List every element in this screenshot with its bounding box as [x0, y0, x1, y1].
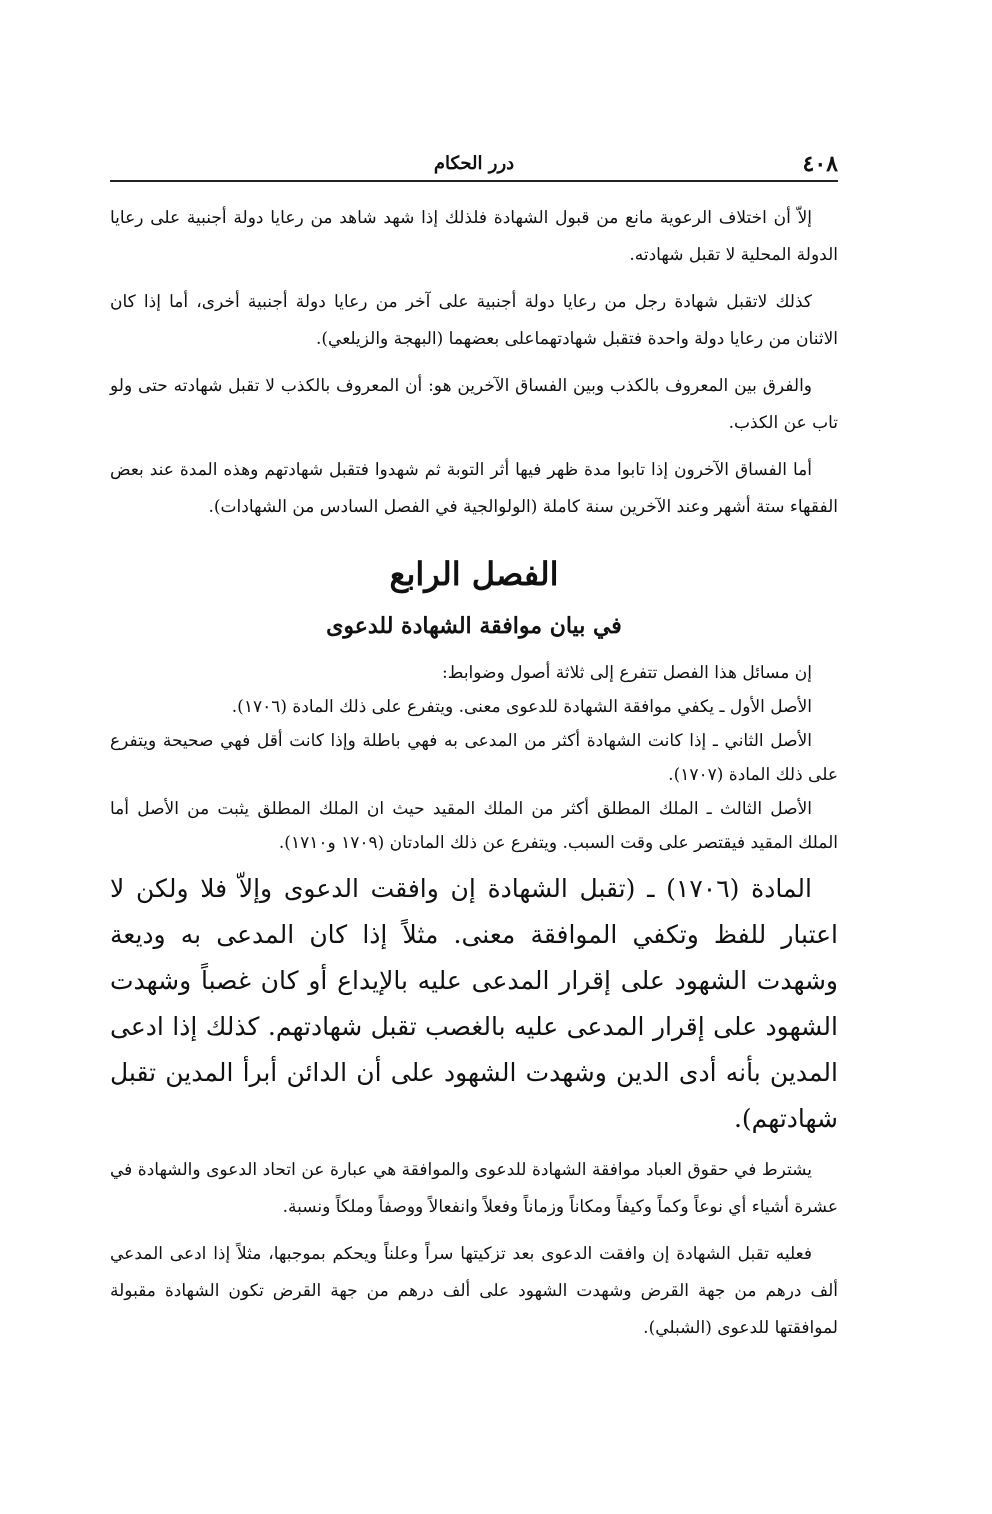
paragraph-repentant-sinners: أما الفساق الآخرون إذا تابوا مدة ظهر فيها أثر التوبة ثم شهدوا فتقبل شهادتهم وهذه المدة عند بعض الفقهاء ستة أشهر وعند الآخرين سنة كاملة (الولوالجية في الفصل السادس من الشهادات). — [110, 460, 838, 517]
rule-first: الأصل الأول ـ يكفي موافقة الشهادة للدعوى معنى. ويتفرع على ذلك المادة (١٧٠٦). — [231, 697, 812, 717]
paragraph-example: فعليه تقبل الشهادة إن وافقت الدعوى بعد تزكيتها سراً وعلناً ويحكم بموجبها، مثلاً إذا ادعى المدعي ألف درهم من جهة القرض وشهدت الشهود على ألف درهم من جهة القرض تكون الشهادة مقبولة لموافقتها للدعوى (الشبلي). — [110, 1244, 838, 1338]
paragraph-foreign-witness: كذلك لاتقبل شهادة رجل من رعايا دولة أجنبية على آخر من رعايا دولة أجنبية أخرى، أما إذا كان الاثنان من رعايا دولة واحدة فتقبل شهادتهماعلى بعضهما (البهجة والزيلعي). — [110, 292, 838, 349]
page-number: ٤٠٨ — [802, 151, 838, 177]
rules-intro: إن مسائل هذا الفصل تتفرع إلى ثلاثة أصول وضوابط: — [441, 663, 812, 683]
paragraph-known-liar: والفرق بين المعروف بالكذب وبين الفساق الآخرين هو: أن المعروف بالكذب لا تقبل شهادته حتى ولو تاب عن الكذب. — [110, 376, 838, 433]
article-1706: المادة (١٧٠٦) ـ (تقبل الشهادة إن وافقت الدعوى وإلاّ فلا ولكن لا اعتبار للفظ وتكفي الموافقة معنى. مثلاً إذا كان المدعى به وديعة وشهدت الشهود على إقرار المدعى عليه بالإيداع أو كان غصباً وشهدت الشهود على إقرار المدعى عليه بالغصب تقبل شهادتهم. كذلك إذا ادعى المدين بأنه أدى الدين وشهدت الشهود على أن الدائن أبرأ المدين تقبل شهادتهم). — [110, 874, 838, 1133]
rule-second: الأصل الثاني ـ إذا كانت الشهادة أكثر من المدعى به فهي باطلة وإذا كانت أقل فهي صحيحة ويتفرع على ذلك المادة (١٧٠٧). — [110, 731, 838, 785]
paragraph-foreign-subjects: إلاّ أن اختلاف الرعوية مانع من قبول الشهادة فلذلك إذا شهد شاهد من رعايا دولة أجنبية على رعايا الدولة المحلية لا تقبل شهادته. — [110, 208, 838, 265]
page-content — [110, 150, 838, 1347]
chapter-title: الفصل الرابع — [389, 555, 559, 593]
chapter-subtitle: في بيان موافقة الشهادة للدعوى — [326, 613, 622, 639]
running-title: درر الحكام — [433, 153, 515, 174]
page-header — [110, 150, 838, 182]
paragraph-conditions: يشترط في حقوق العباد موافقة الشهادة للدعوى والموافقة هي عبارة عن اتحاد الدعوى والشهادة في عشرة أشياء أي نوعاً وكماً وكيفاً ومكاناً وزماناً وفعلاً وانفعالاً ووصفاً وملكاً ونسبة. — [110, 1160, 838, 1217]
rule-third: الأصل الثالث ـ الملك المطلق أكثر من الملك المقيد حيث ان الملك المطلق يثبت من الأصل أما الملك المقيد فيقتصر على وقت السبب. ويتفرع عن ذلك المادتان (١٧٠٩ و١٧١٠). — [110, 799, 838, 853]
